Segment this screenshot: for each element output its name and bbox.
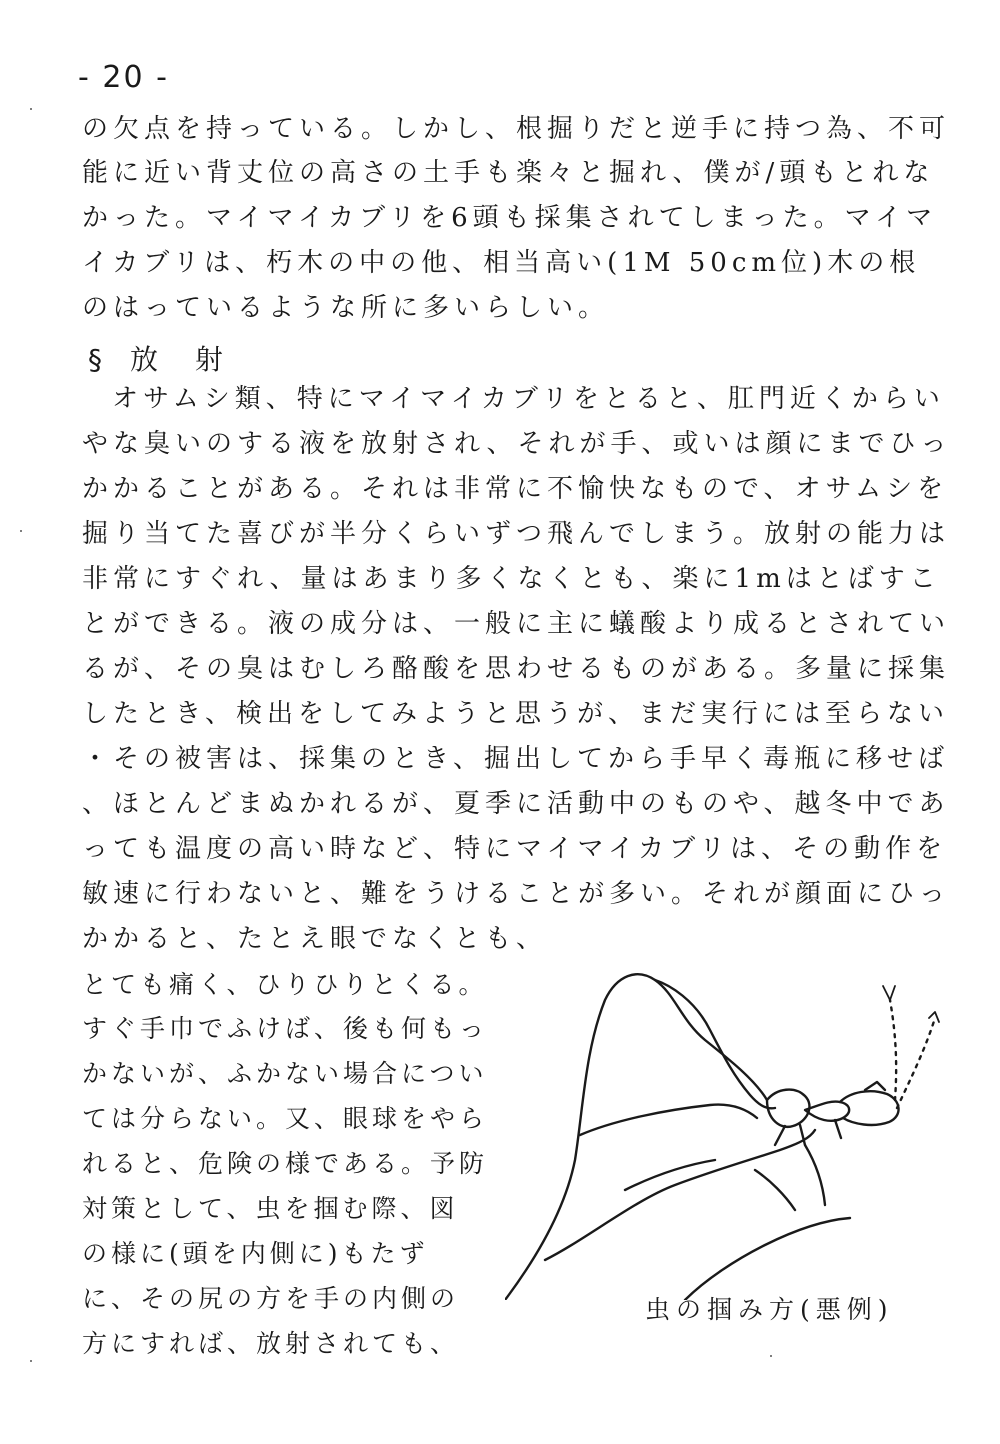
text-line: 能に近い背丈位の高さの土手も楽々と掘れ、僕が/頭もとれな: [82, 158, 935, 188]
text-line: とても痛く、ひりひりとくる。: [82, 970, 488, 999]
text-line: っても温度の高い時など、特にマイマイカブリは、その動作を: [82, 834, 948, 864]
text-line: かかることがある。それは非常に不愉快なもので、オサムシを: [82, 474, 949, 504]
text-line: の欠点を持っている。しかし、根掘りだと逆手に持つ為、不可: [82, 114, 951, 144]
text-line: のはっているような所に多いらしい。: [82, 293, 610, 323]
text-line: かないが、ふかない場合につい: [82, 1059, 488, 1088]
section-heading: [88, 338, 237, 378]
text-line: 非常にすぐれ、量はあまり多くなくとも、楽に1mはとばすこ: [82, 564, 941, 594]
text-line: とができる。液の成分は、一般に主に蟻酸より成るとされてい: [82, 609, 951, 639]
text-line: 、ほとんどまぬかれるが、夏季に活動中のものや、越冬中であ: [82, 789, 950, 819]
text-line: やな臭いのする液を放射され、それが手、或いは顔にまでひっ: [82, 429, 952, 459]
text-line: 方にすれば、放射されても、: [82, 1329, 460, 1358]
text-line: かった。マイマイカブリを6頭も採集されてしまった。マイマ: [82, 203, 938, 233]
text-line: ・その被害は、採集のとき、掘出してから手早く毒瓶に移せば: [82, 744, 949, 774]
section-title: 放 射: [130, 343, 237, 376]
text-line: イカブリは、朽木の中の他、相当高い(1M 50cm位)木の根: [82, 248, 921, 278]
section-mark: §: [88, 343, 116, 376]
text-line: るが、その臭はむしろ酪酸を思わせるものがある。多量に採集: [82, 654, 951, 684]
text-line: の様に(頭を内側に)もたず: [82, 1239, 429, 1268]
text-line: ては分らない。又、眼球をやら: [82, 1104, 489, 1133]
hand-holding-beetle-illustration: [505, 960, 945, 1300]
figure-caption: 虫の掴み方(悪例): [645, 1295, 894, 1324]
text-line: れると、危険の様である。予防: [82, 1149, 489, 1178]
page-number: - 20 -: [78, 60, 169, 95]
text-line: 掘り当てた喜びが半分くらいずつ飛んでしまう。放射の能力は: [82, 519, 951, 549]
scan-speck: [30, 108, 32, 110]
scan-speck: [30, 1360, 32, 1362]
scan-speck: [770, 1355, 772, 1357]
scan-speck: [20, 530, 22, 532]
text-line: に、その尻の方を手の内側の: [82, 1284, 460, 1313]
text-line: したとき、検出をしてみようと思うが、まだ実行には至らない: [82, 699, 949, 729]
text-line: 敏速に行わないと、難をうけることが多い。それが顔面にひっ: [82, 879, 951, 909]
text-line: かかると、たとえ眼でなくとも、: [82, 924, 548, 954]
text-line: 対策として、虫を掴む際、図: [82, 1194, 459, 1223]
text-line: すぐ手巾でふけば、後も何もっ: [82, 1014, 489, 1043]
text-line: オサムシ類、特にマイマイカブリをとると、肛門近くからい: [112, 384, 945, 414]
